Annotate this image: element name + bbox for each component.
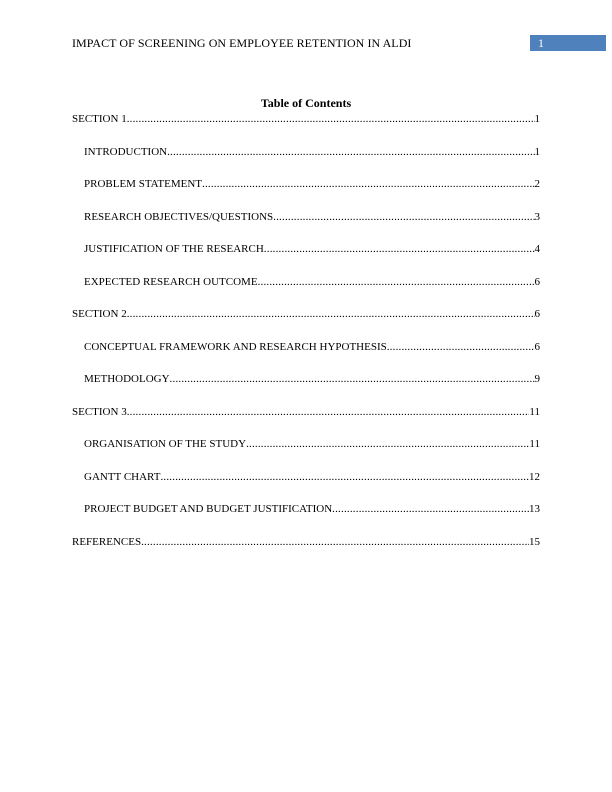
toc-dot-leader	[141, 535, 529, 549]
toc-dot-leader	[167, 145, 534, 159]
toc-entry-label: ORGANISATION OF THE STUDY	[84, 438, 247, 450]
toc-dot-leader	[387, 340, 535, 354]
toc-dot-leader	[127, 112, 535, 126]
toc-entry-page: 2	[534, 178, 540, 190]
toc-entry-methodology[interactable]	[84, 372, 540, 386]
toc-entry-page: 6	[534, 308, 540, 320]
toc-entry-expected-outcome[interactable]	[84, 275, 540, 289]
toc-entry-page: 12	[529, 470, 540, 483]
toc-dot-leader	[170, 372, 535, 386]
toc-entry-gantt-chart[interactable]	[84, 470, 540, 484]
toc-entry-label: METHODOLOGY	[84, 373, 170, 385]
toc-dot-leader	[264, 242, 535, 256]
toc-entry-justification[interactable]	[84, 242, 540, 256]
toc-entry-page: 15	[529, 535, 540, 548]
toc-entry-page: 6	[534, 340, 540, 353]
toc-entry-section-1[interactable]	[72, 112, 540, 126]
toc-dot-leader	[332, 502, 529, 516]
toc-entry-page: 11	[529, 405, 540, 418]
toc-entry-organisation-of-study[interactable]	[84, 437, 540, 451]
toc-entry-label: RESEARCH OBJECTIVES/QUESTIONS	[84, 210, 274, 223]
toc-entry-label: JUSTIFICATION OF THE RESEARCH	[84, 243, 264, 255]
toc-entry-label: SECTION 2	[72, 308, 127, 320]
toc-entry-page: 4	[534, 243, 540, 255]
toc-dot-leader	[127, 307, 535, 321]
toc-entry-problem-statement[interactable]	[84, 177, 540, 191]
toc-entry-page: 1	[534, 113, 540, 125]
toc-dot-leader	[258, 275, 535, 289]
toc-entry-label: CONCEPTUAL FRAMEWORK AND RESEARCH HYPOTHESIS	[84, 340, 387, 353]
toc-entry-label: PROJECT BUDGET AND BUDGET JUSTIFICATION	[84, 503, 333, 515]
toc-entry-project-budget[interactable]	[84, 502, 540, 516]
toc-entry-section-2[interactable]	[72, 307, 540, 321]
page-number: 1	[538, 36, 544, 50]
toc-entry-label: GANTT CHART	[84, 470, 161, 483]
toc-entry-label: SECTION 3	[72, 405, 127, 418]
toc-dot-leader	[273, 210, 534, 224]
toc-dot-leader	[202, 177, 535, 191]
toc-heading: Table of Contents	[260, 96, 352, 110]
toc-entry-page: 3	[534, 210, 540, 223]
toc-entry-label: PROBLEM STATEMENT	[84, 178, 202, 190]
toc-entry-label: SECTION 1	[72, 113, 127, 125]
toc-entry-label: INTRODUCTION	[84, 145, 168, 158]
toc-dot-leader	[127, 405, 530, 419]
toc-entry-page: 13	[529, 503, 540, 515]
page-number-badge	[530, 35, 606, 51]
toc-dot-leader	[160, 470, 529, 484]
toc-entry-page: 9	[534, 373, 540, 385]
toc-entry-page: 11	[529, 438, 540, 450]
toc-entry-label: EXPECTED RESEARCH OUTCOME	[84, 275, 258, 288]
toc-entry-label: REFERENCES	[72, 535, 142, 548]
toc-entry-page: 6	[534, 275, 540, 288]
toc-entry-section-3[interactable]	[72, 405, 540, 419]
toc-dot-leader	[246, 437, 529, 451]
toc-entry-conceptual-framework[interactable]	[84, 340, 540, 354]
toc-entry-page: 1	[534, 145, 540, 158]
toc-entry-introduction[interactable]	[84, 145, 540, 159]
toc-entry-references[interactable]	[72, 535, 540, 549]
running-header-title: IMPACT OF SCREENING ON EMPLOYEE RETENTION IN ALDI	[72, 36, 412, 50]
toc-entry-research-objectives[interactable]	[84, 210, 540, 224]
